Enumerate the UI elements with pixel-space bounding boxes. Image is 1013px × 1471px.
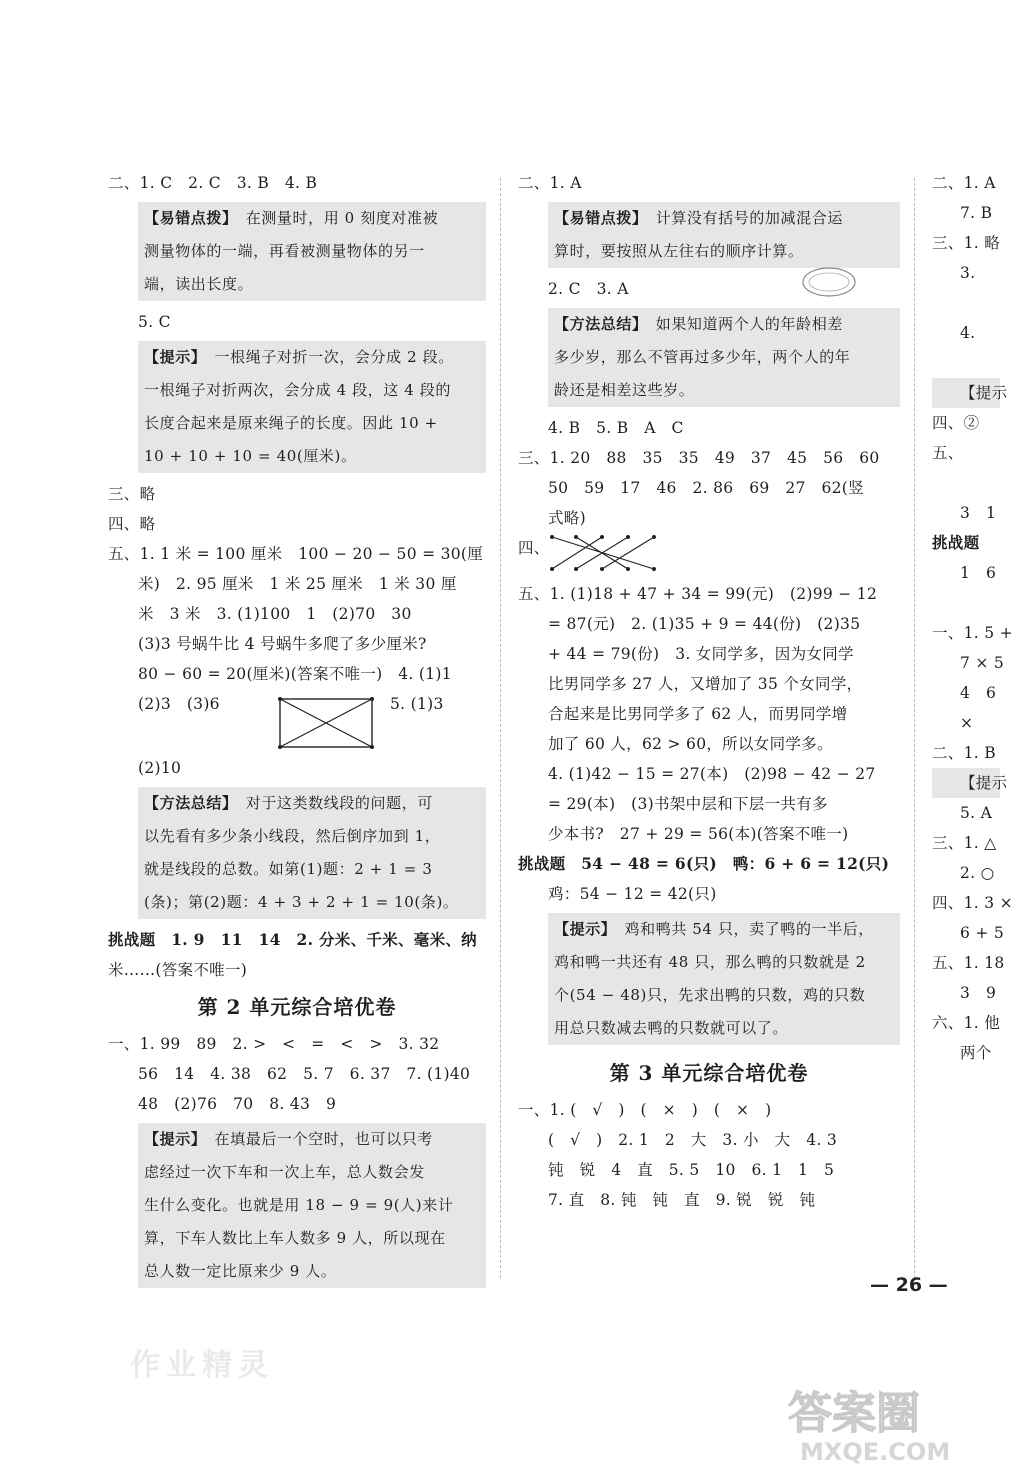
tip-box-error: 【易错点拨】 计算没有括号的加减混合运 算时，要按照从左往右的顺序计算。: [548, 202, 900, 268]
answer-line: 米) 2. 95 厘米 1 米 25 厘米 1 米 30 厘: [138, 575, 457, 593]
tip-box-error: 【易错点拨】 在测量时，用 0 刻度对准被 测量物体的一端，再看被测量物体的另一 端，读出长度。: [138, 202, 486, 301]
answer-line: 五、1. 1 米 = 100 厘米 100 − 20 − 50 = 30(厘: [108, 545, 484, 563]
answer-line: 5. A: [960, 804, 993, 822]
answer-line: 7. 直 8. 钝 钝 直 9. 锐 锐 钝: [548, 1191, 816, 1209]
answer-line: 三、略: [108, 485, 156, 503]
matching-lines-figure: [548, 533, 658, 573]
answer-line: 四、1. 3 ×: [932, 894, 1013, 912]
answer-line: 二、1. A: [932, 174, 996, 192]
answer-line: (2)3 (3)6: [138, 695, 220, 713]
tip-box-hint: 【提示】 一根绳子对折一次，会分成 2 段。 一根绳子对折两次，会分成 4 段，这 4 段的 长度合起来是原来绳子的长度。因此 10 + 10 + 10 + 10 = 40(厘米)。: [138, 341, 486, 473]
answer-line: 4. (1)42 − 15 = 27(本) (2)98 − 42 − 27: [548, 765, 876, 783]
tip-tag: 【提示: [932, 768, 1000, 798]
answer-line: ( √ ) 2. 1 2 大 3. 小 大 4. 3: [548, 1131, 838, 1149]
answer-line: 7. B: [960, 204, 993, 222]
answer-line: 3 1: [960, 504, 997, 522]
tip-tag: 【易错点拨】: [554, 209, 641, 227]
answer-line: 6 + 5: [960, 924, 1005, 942]
answer-line: 3.: [960, 264, 976, 282]
answer-line: 5. C: [138, 313, 171, 331]
answer-line: 加了 60 人，62 > 60，所以女同学多。: [548, 735, 833, 753]
page-number: — 26 —: [870, 1274, 948, 1296]
answer-line: 少本书? 27 + 29 = 56(本)(答案不唯一): [548, 825, 849, 843]
section-heading-unit-2: 第 2 单元综合培优卷: [197, 995, 397, 1019]
rectangle-diagonals-figure: [278, 697, 374, 749]
stamp-icon: [800, 265, 858, 299]
answer-line: 80 − 60 = 20(厘米)(答案不唯一) 4. (1)1: [138, 665, 452, 683]
figure-row: [518, 533, 900, 579]
answer-line: 一、1. 99 89 2. > < = < > 3. 32: [108, 1035, 440, 1053]
answer-line: 4.: [960, 324, 976, 342]
answer-line: 5. (1)3: [390, 695, 444, 713]
answer-line: = 29(本) (3)书架中层和下层一共有多: [548, 795, 828, 813]
tip-box-method: 【方法总结】 如果知道两个人的年龄相差 多少岁，那么不管再过多少年，两个人的年 龄还是相差这些岁。: [548, 308, 900, 407]
answer-line: + 44 = 79(份) 3. 女同学多，因为女同学: [548, 645, 854, 663]
answer-line: 合起来是比男同学多了 62 人，而男同学增: [548, 705, 848, 723]
answer-line: [932, 288, 1000, 318]
answer-line: 56 14 4. 38 62 5. 7 6. 37 7. (1)40: [138, 1065, 471, 1083]
section-heading-unit-3: 第 3 单元综合培优卷: [609, 1061, 809, 1085]
tip-tag: 【提示】: [144, 348, 199, 366]
svg-text:MXQE.COM: MXQE.COM: [800, 1438, 951, 1466]
answer-line: 二、1. A: [518, 174, 582, 192]
svg-text:答案圈: 答案圈: [788, 1388, 920, 1439]
tip-tag: 【提示】: [144, 1130, 199, 1148]
tip-tag: 【提示】: [554, 920, 609, 938]
tip-tag: 【方法总结】: [144, 794, 231, 812]
answer-line: 3 9: [960, 984, 997, 1002]
answer-line: 三、1. 略: [932, 234, 1001, 252]
answer-line: 二、1. B: [932, 744, 996, 762]
answer-line: 五、1. 18: [932, 954, 1005, 972]
answer-line: 六、1. 他: [932, 1014, 1001, 1032]
column-divider-1: [500, 178, 501, 1278]
answer-line: [932, 588, 1000, 618]
answer-line: 48 (2)76 70 8. 43 9: [138, 1095, 337, 1113]
challenge-line: 挑战题 1. 9 11 14 2. 分米、千米、毫米、纳: [108, 930, 477, 949]
answer-line: 鸡：54 − 12 = 42(只): [548, 885, 717, 903]
answer-line: ×: [960, 714, 974, 732]
tip-tag: 【方法总结】: [554, 315, 641, 333]
answer-column-right-cropped: [932, 168, 1013, 1068]
answer-line: (3)3 号蜗牛比 4 号蜗牛多爬了多少厘米?: [138, 635, 427, 653]
answer-line: = 87(元) 2. (1)35 + 9 = 44(份) (2)35: [548, 615, 861, 633]
answer-line: 四、②: [932, 414, 980, 432]
tip-tag: 【易错点拨】: [144, 209, 231, 227]
answer-line: 1 6: [960, 564, 997, 582]
challenge-line: 挑战题 54 − 48 = 6(只) 鸭：6 + 6 = 12(只): [518, 854, 890, 873]
answer-line: 五、1. (1)18 + 47 + 34 = 99(元) (2)99 − 12: [518, 585, 878, 603]
answer-line: 两个: [960, 1044, 992, 1062]
answer-line: 钝 锐 4 直 5. 5 10 6. 1 1 5: [548, 1161, 835, 1179]
answer-line: 三、1. 20 88 35 35 49 37 45 56 60: [518, 449, 880, 467]
answer-column-left: [108, 168, 486, 1294]
tip-box-hint: 【提示】 鸡和鸭共 54 只，卖了鸭的一半后， 鸡和鸭一共还有 48 只，那么鸭的只数就是 2 个(54 − 48)只，先求出鸭的只数，鸡的只数 用总只数减去鸭的只数就可以了。: [548, 913, 900, 1045]
challenge-line: 挑战题: [932, 533, 980, 552]
watermark: 作业精灵: [130, 1348, 274, 1383]
figure-row: [108, 689, 486, 753]
answer-line: 一、1. 5 +: [932, 624, 1013, 642]
answer-line: 7 × 5: [960, 654, 1005, 672]
tip-box-method: 【方法总结】 对于这类数线段的问题，可 以先看有多少条小线段，然后倒序加到 1， 就是线段的总数。如第(1)题：2 + 1 = 3 (条)；第(2)题：4 + 3 + 2 + 1 = 10(条)。: [138, 787, 486, 919]
answer-line: 米 3 米 3. (1)100 1 (2)70 30: [138, 605, 412, 623]
answer-line: [932, 468, 1000, 498]
column-divider-2: [914, 178, 915, 1278]
answer-line: 2. C 3. A: [548, 280, 629, 298]
answer-line: 4. B 5. B A C: [548, 419, 684, 437]
answer-column-middle: [518, 168, 900, 1215]
answer-line: 三、1. △: [932, 834, 997, 852]
answer-line: 一、1. ( √ ) ( × ) ( × ): [518, 1101, 772, 1119]
site-logo: [780, 1380, 990, 1465]
answer-line: 二、1. C 2. C 3. B 4. B: [108, 174, 318, 192]
answer-line: [932, 348, 1000, 378]
answer-line: 比男同学多 27 人，又增加了 35 个女同学，: [548, 675, 863, 693]
answer-line: 五、: [932, 444, 964, 462]
answer-line: (2)10: [138, 759, 182, 777]
answer-line: 50 59 17 46 2. 86 69 27 62(竖: [548, 479, 864, 497]
tip-tag: 【提示: [932, 378, 1000, 408]
answer-line: 四、略: [108, 515, 156, 533]
answer-line: 式略): [548, 509, 586, 527]
answer-line: 4 6: [960, 684, 997, 702]
answer-line: 米……(答案不唯一): [108, 961, 248, 979]
answer-line: 四、: [518, 539, 550, 557]
answer-line: 2. ○: [960, 864, 995, 882]
tip-box-hint: 【提示】 在填最后一个空时，也可以只考 虑经过一次下车和一次上车，总人数会发 生什么变化。也就是用 18 − 9 = 9(人)来计 算，下车人数比上车人数多 9 人，所以现在 总人数一定比原来少 9 人。: [138, 1123, 486, 1288]
